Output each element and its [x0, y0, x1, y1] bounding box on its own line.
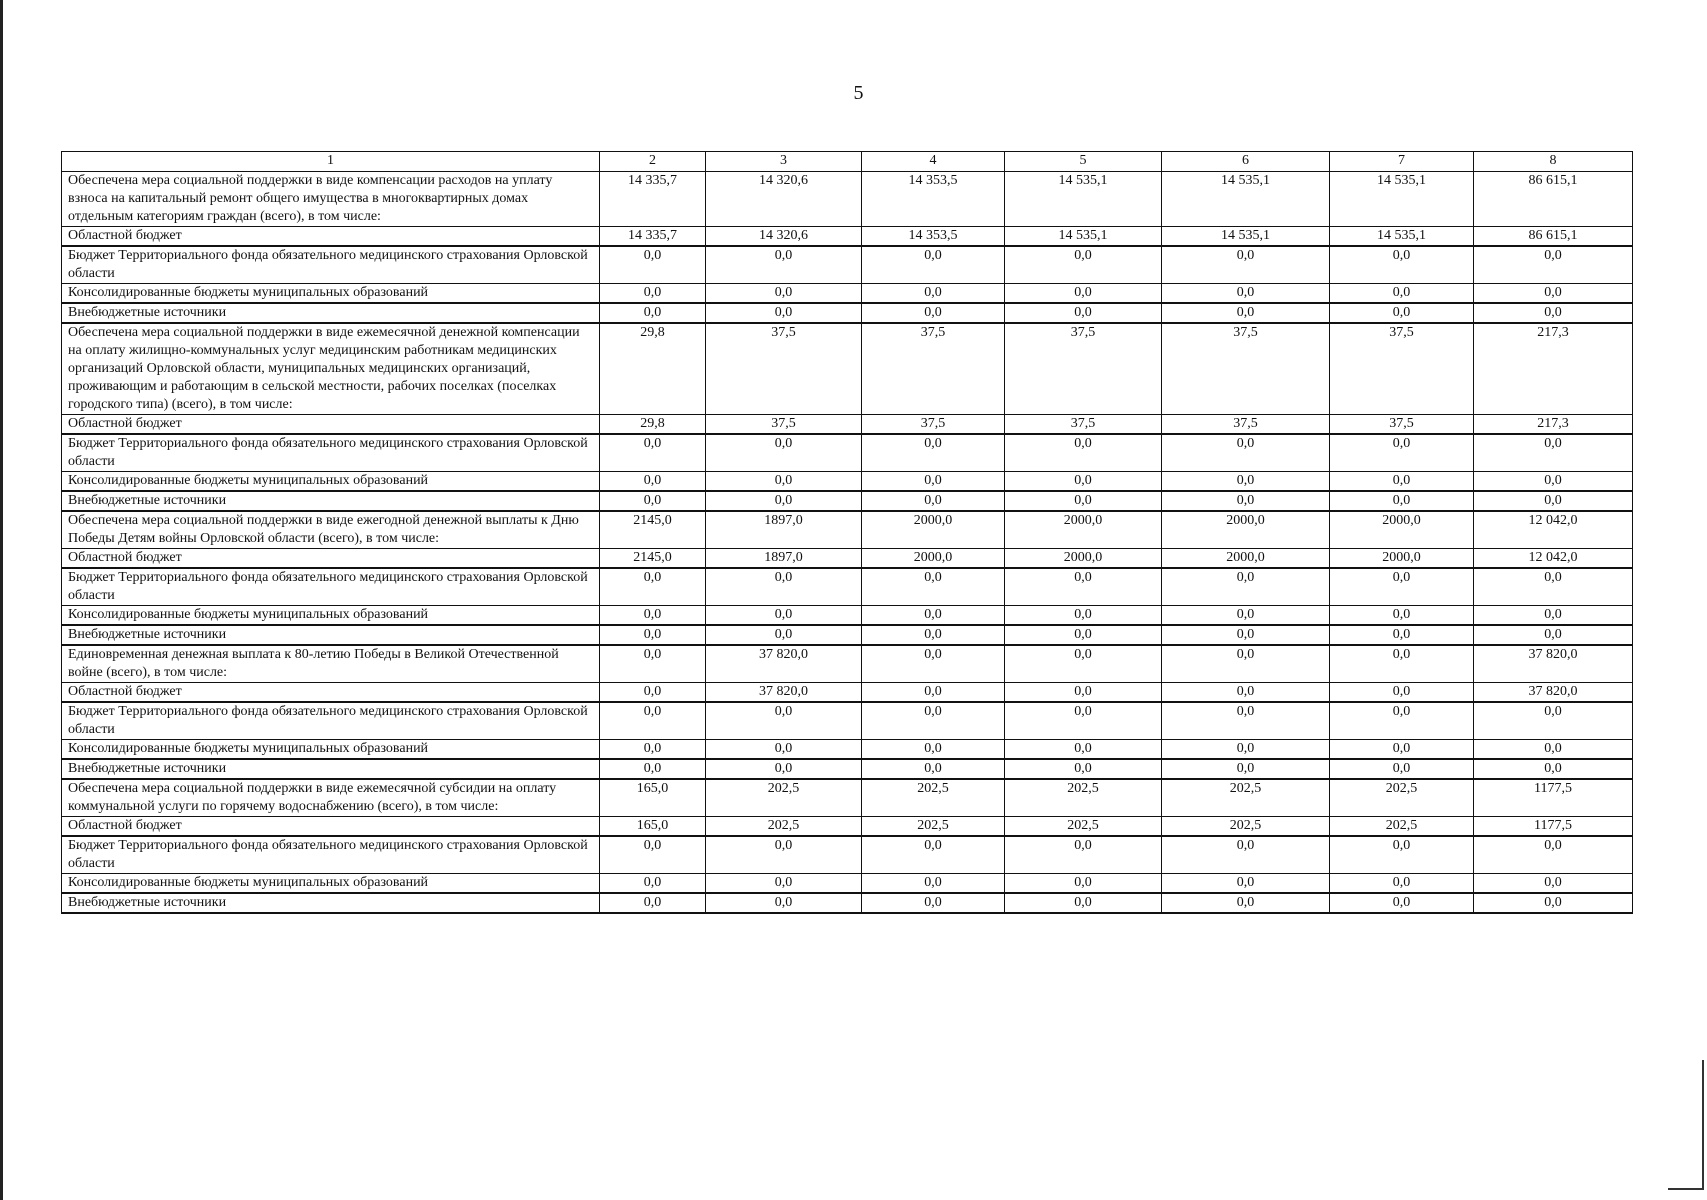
value-cell: 0,0 — [1005, 740, 1162, 760]
value-cell: 0,0 — [1005, 836, 1162, 874]
value-cell: 0,0 — [1162, 246, 1330, 284]
value-cell: 0,0 — [706, 491, 862, 511]
value-cell: 0,0 — [706, 893, 862, 913]
value-cell: 0,0 — [862, 893, 1005, 913]
value-cell: 29,8 — [600, 415, 706, 435]
row-label: Обеспечена мера социальной поддержки в виде ежемесячной денежной компенсации на оплату жилищно-коммунальных услуг медицинским работникам медицинских организаций Орловской области, муниципальных медицинских организаций, проживающим и работающим в сельской местности, рабочих поселках (поселках городского типа) (всего), в том числе: — [62, 323, 600, 415]
value-cell: 0,0 — [600, 606, 706, 626]
value-cell: 0,0 — [1330, 246, 1474, 284]
value-cell: 0,0 — [1005, 303, 1162, 323]
table-row — [62, 625, 1633, 645]
table-row — [62, 172, 1633, 227]
value-cell: 0,0 — [706, 702, 862, 740]
value-cell: 0,0 — [862, 625, 1005, 645]
value-cell: 0,0 — [862, 606, 1005, 626]
column-header: 6 — [1162, 152, 1330, 172]
row-label: Внебюджетные источники — [62, 893, 600, 913]
value-cell: 37,5 — [1005, 415, 1162, 435]
value-cell: 86 615,1 — [1474, 172, 1633, 227]
value-cell: 0,0 — [1005, 893, 1162, 913]
value-cell: 0,0 — [706, 472, 862, 492]
value-cell: 14 535,1 — [1162, 172, 1330, 227]
value-cell: 0,0 — [600, 702, 706, 740]
value-cell: 0,0 — [1474, 625, 1633, 645]
value-cell: 0,0 — [706, 303, 862, 323]
table-row — [62, 836, 1633, 874]
table-row — [62, 323, 1633, 415]
value-cell: 0,0 — [1330, 874, 1474, 894]
value-cell: 14 335,7 — [600, 172, 706, 227]
value-cell: 0,0 — [1474, 606, 1633, 626]
value-cell: 0,0 — [600, 836, 706, 874]
value-cell: 14 320,6 — [706, 172, 862, 227]
value-cell: 0,0 — [1005, 472, 1162, 492]
table-row — [62, 491, 1633, 511]
value-cell: 37,5 — [1005, 323, 1162, 415]
value-cell: 0,0 — [1474, 740, 1633, 760]
value-cell: 37,5 — [862, 323, 1005, 415]
value-cell: 14 353,5 — [862, 227, 1005, 247]
value-cell: 37,5 — [1330, 323, 1474, 415]
row-label: Бюджет Территориального фонда обязательного медицинского страхования Орловской области — [62, 702, 600, 740]
value-cell: 0,0 — [1005, 568, 1162, 606]
value-cell: 0,0 — [862, 836, 1005, 874]
column-header: 7 — [1330, 152, 1474, 172]
value-cell: 37 820,0 — [1474, 645, 1633, 683]
value-cell: 0,0 — [1162, 836, 1330, 874]
value-cell: 0,0 — [1474, 491, 1633, 511]
table-row — [62, 227, 1633, 247]
table-row — [62, 702, 1633, 740]
value-cell: 1897,0 — [706, 549, 862, 569]
row-label: Обеспечена мера социальной поддержки в виде ежемесячной субсидии на оплату коммунальной услуги по горячему водоснабжению (всего), в том числе: — [62, 779, 600, 817]
value-cell: 202,5 — [1162, 779, 1330, 817]
row-label: Консолидированные бюджеты муниципальных образований — [62, 606, 600, 626]
value-cell: 0,0 — [1330, 434, 1474, 472]
value-cell: 0,0 — [862, 683, 1005, 703]
value-cell: 37 820,0 — [1474, 683, 1633, 703]
value-cell: 14 535,1 — [1330, 172, 1474, 227]
value-cell: 0,0 — [706, 874, 862, 894]
value-cell: 0,0 — [1005, 434, 1162, 472]
value-cell: 0,0 — [1474, 893, 1633, 913]
value-cell: 0,0 — [1162, 625, 1330, 645]
value-cell: 2000,0 — [862, 549, 1005, 569]
value-cell: 0,0 — [600, 284, 706, 304]
value-cell: 0,0 — [1162, 472, 1330, 492]
value-cell: 37,5 — [862, 415, 1005, 435]
value-cell: 0,0 — [706, 759, 862, 779]
value-cell: 217,3 — [1474, 415, 1633, 435]
table-row — [62, 303, 1633, 323]
column-header: 8 — [1474, 152, 1633, 172]
value-cell: 0,0 — [1330, 740, 1474, 760]
value-cell: 0,0 — [862, 759, 1005, 779]
value-cell: 0,0 — [862, 740, 1005, 760]
value-cell: 37,5 — [1330, 415, 1474, 435]
value-cell: 0,0 — [600, 740, 706, 760]
column-header: 5 — [1005, 152, 1162, 172]
value-cell: 0,0 — [1162, 645, 1330, 683]
value-cell: 0,0 — [600, 491, 706, 511]
value-cell: 0,0 — [862, 874, 1005, 894]
value-cell: 2000,0 — [1330, 549, 1474, 569]
value-cell: 2000,0 — [1330, 511, 1474, 549]
value-cell: 14 535,1 — [1330, 227, 1474, 247]
value-cell: 2000,0 — [1162, 511, 1330, 549]
value-cell: 0,0 — [1162, 683, 1330, 703]
value-cell: 0,0 — [1474, 836, 1633, 874]
value-cell: 202,5 — [1005, 817, 1162, 837]
table-row — [62, 606, 1633, 626]
value-cell: 202,5 — [862, 817, 1005, 837]
value-cell: 14 320,6 — [706, 227, 862, 247]
table-row — [62, 683, 1633, 703]
scan-left-edge — [0, 0, 3, 1200]
value-cell: 0,0 — [1330, 472, 1474, 492]
value-cell: 37 820,0 — [706, 645, 862, 683]
value-cell: 0,0 — [1330, 284, 1474, 304]
value-cell: 0,0 — [862, 702, 1005, 740]
value-cell: 0,0 — [862, 246, 1005, 284]
value-cell: 165,0 — [600, 779, 706, 817]
table-row — [62, 759, 1633, 779]
row-label: Внебюджетные источники — [62, 625, 600, 645]
value-cell: 202,5 — [862, 779, 1005, 817]
value-cell: 0,0 — [1474, 303, 1633, 323]
value-cell: 0,0 — [1005, 491, 1162, 511]
value-cell: 0,0 — [706, 246, 862, 284]
value-cell: 0,0 — [1162, 284, 1330, 304]
value-cell: 202,5 — [706, 817, 862, 837]
row-label: Внебюджетные источники — [62, 491, 600, 511]
value-cell: 2000,0 — [1005, 511, 1162, 549]
value-cell: 0,0 — [1005, 702, 1162, 740]
value-cell: 0,0 — [600, 568, 706, 606]
value-cell: 0,0 — [1474, 702, 1633, 740]
value-cell: 0,0 — [600, 645, 706, 683]
row-label: Бюджет Территориального фонда обязательного медицинского страхования Орловской области — [62, 568, 600, 606]
value-cell: 37,5 — [1162, 323, 1330, 415]
value-cell: 2000,0 — [1162, 549, 1330, 569]
value-cell: 0,0 — [706, 836, 862, 874]
table-row — [62, 549, 1633, 569]
row-label: Внебюджетные источники — [62, 303, 600, 323]
value-cell: 0,0 — [1005, 606, 1162, 626]
value-cell: 1177,5 — [1474, 817, 1633, 837]
value-cell: 0,0 — [1162, 606, 1330, 626]
value-cell: 0,0 — [1330, 702, 1474, 740]
value-cell: 202,5 — [1330, 817, 1474, 837]
value-cell: 86 615,1 — [1474, 227, 1633, 247]
value-cell: 0,0 — [862, 645, 1005, 683]
value-cell: 1897,0 — [706, 511, 862, 549]
value-cell: 0,0 — [862, 434, 1005, 472]
value-cell: 1177,5 — [1474, 779, 1633, 817]
table-header-row — [62, 152, 1633, 172]
value-cell: 0,0 — [862, 472, 1005, 492]
table-row — [62, 434, 1633, 472]
row-label: Внебюджетные источники — [62, 759, 600, 779]
value-cell: 202,5 — [706, 779, 862, 817]
value-cell: 0,0 — [1474, 284, 1633, 304]
scan-corner-mark-base — [1668, 1188, 1704, 1190]
column-header: 4 — [862, 152, 1005, 172]
value-cell: 0,0 — [1474, 246, 1633, 284]
value-cell: 0,0 — [600, 683, 706, 703]
value-cell: 0,0 — [1474, 434, 1633, 472]
row-label: Обеспечена мера социальной поддержки в виде ежегодной денежной выплаты к Дню Победы Детям войны Орловской области (всего), в том числе: — [62, 511, 600, 549]
column-header: 3 — [706, 152, 862, 172]
value-cell: 0,0 — [600, 303, 706, 323]
value-cell: 37 820,0 — [706, 683, 862, 703]
value-cell: 0,0 — [706, 625, 862, 645]
value-cell: 0,0 — [1162, 874, 1330, 894]
value-cell: 37,5 — [706, 415, 862, 435]
table-row — [62, 472, 1633, 492]
value-cell: 0,0 — [600, 893, 706, 913]
table-row — [62, 740, 1633, 760]
value-cell: 0,0 — [1474, 568, 1633, 606]
table-row — [62, 415, 1633, 435]
value-cell: 0,0 — [1474, 759, 1633, 779]
value-cell: 0,0 — [600, 246, 706, 284]
value-cell: 0,0 — [1005, 874, 1162, 894]
value-cell: 0,0 — [862, 568, 1005, 606]
value-cell: 0,0 — [1005, 246, 1162, 284]
column-header: 2 — [600, 152, 706, 172]
scan-corner-mark — [1702, 1060, 1704, 1190]
value-cell: 37,5 — [1162, 415, 1330, 435]
value-cell: 0,0 — [1330, 606, 1474, 626]
row-label: Областной бюджет — [62, 227, 600, 247]
value-cell: 0,0 — [600, 874, 706, 894]
value-cell: 12 042,0 — [1474, 549, 1633, 569]
table-row — [62, 893, 1633, 913]
value-cell: 0,0 — [1330, 491, 1474, 511]
value-cell: 0,0 — [706, 568, 862, 606]
table-row — [62, 246, 1633, 284]
value-cell: 0,0 — [1474, 874, 1633, 894]
row-label: Областной бюджет — [62, 683, 600, 703]
value-cell: 0,0 — [706, 284, 862, 304]
value-cell: 165,0 — [600, 817, 706, 837]
value-cell: 0,0 — [706, 434, 862, 472]
column-header: 1 — [62, 152, 600, 172]
value-cell: 0,0 — [600, 759, 706, 779]
table-row — [62, 284, 1633, 304]
row-label: Обеспечена мера социальной поддержки в виде компенсации расходов на уплату взноса на капитальный ремонт общего имущества в многоквартирных домах отдельным категориям граждан (всего), в том числе: — [62, 172, 600, 227]
row-label: Консолидированные бюджеты муниципальных образований — [62, 472, 600, 492]
value-cell: 2000,0 — [1005, 549, 1162, 569]
table-row — [62, 568, 1633, 606]
value-cell: 0,0 — [1162, 568, 1330, 606]
value-cell: 202,5 — [1330, 779, 1474, 817]
value-cell: 14 535,1 — [1162, 227, 1330, 247]
value-cell: 0,0 — [1162, 759, 1330, 779]
value-cell: 0,0 — [600, 434, 706, 472]
table-row — [62, 779, 1633, 817]
value-cell: 217,3 — [1474, 323, 1633, 415]
value-cell: 0,0 — [1330, 568, 1474, 606]
value-cell: 2145,0 — [600, 511, 706, 549]
row-label: Областной бюджет — [62, 817, 600, 837]
value-cell: 0,0 — [862, 284, 1005, 304]
value-cell: 0,0 — [1005, 759, 1162, 779]
value-cell: 2000,0 — [862, 511, 1005, 549]
value-cell: 0,0 — [1005, 284, 1162, 304]
value-cell: 12 042,0 — [1474, 511, 1633, 549]
value-cell: 14 353,5 — [862, 172, 1005, 227]
value-cell: 14 535,1 — [1005, 227, 1162, 247]
value-cell: 0,0 — [862, 491, 1005, 511]
page-number: 5 — [853, 82, 864, 104]
value-cell: 0,0 — [1162, 740, 1330, 760]
value-cell: 0,0 — [1330, 645, 1474, 683]
value-cell: 0,0 — [1330, 759, 1474, 779]
value-cell: 2145,0 — [600, 549, 706, 569]
value-cell: 0,0 — [1162, 303, 1330, 323]
table-row — [62, 645, 1633, 683]
value-cell: 14 335,7 — [600, 227, 706, 247]
row-label: Областной бюджет — [62, 415, 600, 435]
value-cell: 0,0 — [1330, 683, 1474, 703]
row-label: Областной бюджет — [62, 549, 600, 569]
value-cell: 0,0 — [1162, 893, 1330, 913]
value-cell: 202,5 — [1162, 817, 1330, 837]
value-cell: 0,0 — [600, 472, 706, 492]
table-row — [62, 817, 1633, 837]
value-cell: 14 535,1 — [1005, 172, 1162, 227]
value-cell: 0,0 — [1162, 434, 1330, 472]
value-cell: 0,0 — [1330, 836, 1474, 874]
table-row — [62, 511, 1633, 549]
row-label: Консолидированные бюджеты муниципальных образований — [62, 740, 600, 760]
value-cell: 0,0 — [1005, 645, 1162, 683]
value-cell: 0,0 — [1005, 683, 1162, 703]
value-cell: 0,0 — [1474, 472, 1633, 492]
budget-table — [61, 151, 1633, 914]
row-label: Бюджет Территориального фонда обязательного медицинского страхования Орловской области — [62, 836, 600, 874]
value-cell: 202,5 — [1005, 779, 1162, 817]
value-cell: 0,0 — [1162, 491, 1330, 511]
table-row — [62, 874, 1633, 894]
value-cell: 0,0 — [600, 625, 706, 645]
value-cell: 0,0 — [1005, 625, 1162, 645]
value-cell: 0,0 — [1330, 303, 1474, 323]
row-label: Бюджет Территориального фонда обязательного медицинского страхования Орловской области — [62, 246, 600, 284]
value-cell: 37,5 — [706, 323, 862, 415]
value-cell: 0,0 — [706, 606, 862, 626]
value-cell: 0,0 — [1162, 702, 1330, 740]
row-label: Консолидированные бюджеты муниципальных образований — [62, 874, 600, 894]
value-cell: 0,0 — [1330, 893, 1474, 913]
value-cell: 29,8 — [600, 323, 706, 415]
row-label: Единовременная денежная выплата к 80-летию Победы в Великой Отечественной войне (всего), в том числе: — [62, 645, 600, 683]
value-cell: 0,0 — [862, 303, 1005, 323]
row-label: Бюджет Территориального фонда обязательного медицинского страхования Орловской области — [62, 434, 600, 472]
row-label: Консолидированные бюджеты муниципальных образований — [62, 284, 600, 304]
value-cell: 0,0 — [1330, 625, 1474, 645]
value-cell: 0,0 — [706, 740, 862, 760]
